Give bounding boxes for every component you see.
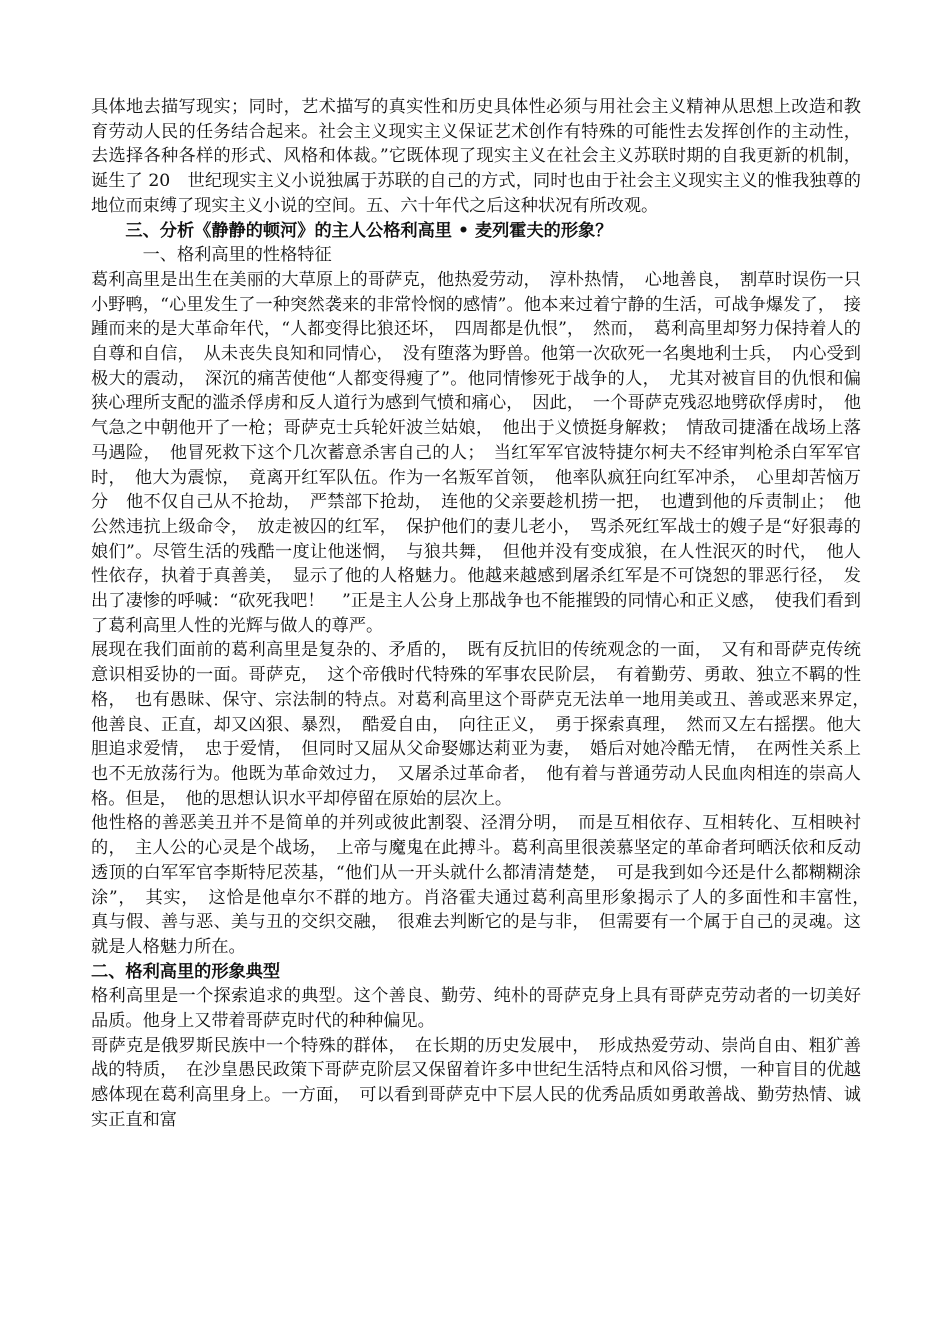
paragraph-seeker-type: 格利高里是一个探索追求的典型。这个善良、勤劳、纯朴的哥萨克身上具有哥萨克劳动者的一切美好品质。他身上又带着哥萨克时代的种种偏见。: [91, 986, 861, 1032]
section-heading-three: 三、分析《静静的顿河》的主人公格利高里 • 麦列霍夫的形象？: [125, 220, 613, 241]
paragraph-socialist-realism: 具体地去描写现实；同时，艺术描写的真实性和历史具体性必须与用社会主义精神从思想上改造和教育劳动人民的任务结合起来。社会主义现实主义保证艺术创作有特殊的可能性去发挥创作的主动性，去选择各种各样的形式、风格和体裁。”它既体现了现实主义在社会主义苏联时期的自我更新的机制，诞生了 20 世纪现实主义小说独属于苏联的自己的方式，同时也由于社会主义现实主义的惟我独尊的地位而束缚了现实主义小说的空间。五、六十年代之后这种状况有所改观。: [91, 97, 861, 216]
paragraph-gregory-contradictions: 展现在我们面前的葛利高里是复杂的、矛盾的， 既有反抗旧的传统观念的一面， 又有和哥萨克传统意识相妥协的一面。哥萨克， 这个帝俄时代特殊的军事农民阶层， 有着勤劳、勇敢、独立不羁的性格， 也有愚昧、保守、宗法制的特点。对葛利高里这个哥萨克无法单一地用美或丑、善或恶来界定， 他善良、正直，却又凶狠、暴烈， 酷爱自由， 向往正义， 勇于探索真理， 然而又左右摇摆。他大胆追求爱情， 忠于爱情， 但同时又屈从父命娶娜达莉亚为妻， 婚后对她冷酷无情， 在两性关系上也不无放荡行为。他既为革命效过力， 又屠杀过革命者， 他有着与普通劳动人民血肉相连的崇高人格。但是， 他的思想认识水平却停留在原始的层次上。: [91, 640, 879, 809]
section-heading-typical-image: 二、格利高里的形象典型: [91, 961, 281, 982]
paragraph-cossack-group: 哥萨克是俄罗斯民族中一个特殊的群体， 在长期的历史发展中， 形成热爱劳动、崇尚自由、粗犷善战的特质， 在沙皇愚民政策下哥萨克阶层又保留着许多中世纪生活特点和风俗习惯，一种盲目的优越感体现在葛利高里身上。一方面， 可以看到哥萨克中下层人民的优秀品质如勇敢善战、勤劳热情、诚实正直和富: [91, 1035, 861, 1130]
paragraph-gregory-good-evil: 他性格的善恶美丑并不是简单的并列或彼此割裂、泾渭分明， 而是互相依存、互相转化、互相映衬的， 主人公的心灵是个战场， 上帝与魔鬼在此搏斗。葛利高里很羡慕坚定的革命者珂晒沃依和反动透顶的白军军官李斯特尼茨基，“他们从一开头就什么都清清楚楚， 可是我到如今还是什么都糊糊涂涂”， 其实， 这恰是他卓尔不群的地方。肖洛霍夫通过葛利高里形象揭示了人的多面性和丰富性， 真与假、善与恶、美与丑的交织交融， 很难去判断它的是与非， 但需要有一个属于自己的灵魂。这就是人格魅力所在。: [91, 813, 879, 957]
document-page: [91, 95, 879, 1133]
paragraph-gregory-kindness: 葛利高里是出生在美丽的大草原上的哥萨克，他热爱劳动， 淳朴热情， 心地善良， 割草时误伤一只小野鸭，“心里发生了一种突然袭来的非常怜悯的感情”。他本来过着宁静的生活，可战争爆发了， 接踵而来的是大革命年代，“人都变得比狼还坏， 四周都是仇恨”， 然而， 葛利高里却努力保持着人的自尊和自信， 从未丧失良知和同情心， 没有堕落为野兽。他第一次砍死一名奥地利士兵， 内心受到极大的震动， 深沉的痛苦使他“人都变得瘦了”。他同情惨死于战争的人， 尤其对被盲目的仇恨和偏狭心理所支配的滥杀俘虏和反人道行为感到气愤和痛心， 因此， 一个哥萨克残忍地劈砍俘虏时， 他气急之中朝他开了一枪；哥萨克士兵轮奸波兰姑娘， 他出于义愤挺身解救； 情敌司捷潘在战场上落马遇险， 他冒死救下这个几次蓄意杀害自己的人； 当红军军官波特捷尔柯夫不经审判枪杀白军军官时， 他大为震惊， 竟离开红军队伍。作为一名叛军首领， 他率队疯狂向红军冲杀， 心里却苦恼万分 他不仅自己从不抢劫， 严禁部下抢劫， 连他的父亲要趁机捞一把， 也遭到他的斥责制止； 他公然违抗上级命令， 放走被囚的红军， 保护他们的妻儿老小， 骂杀死红军战士的嫂子是“好狠毒的娘们”。尽管生活的残酷一度让他迷惘， 与狼共舞， 但他并没有变成狼，在人性泯灭的时代， 他人性依存，执着于真善美， 显示了他的人格魅力。他越来越感到屠杀红军是不可饶恕的罪恶行径， 发出了凄惨的呼喊：“砍死我吧！ ”正是主人公身上那战争也不能摧毁的同情心和正义感， 使我们看到了葛利高里人性的光辉与做人的尊严。: [91, 269, 861, 636]
subheading-character-traits: 一、格利高里的性格特征: [142, 245, 332, 266]
